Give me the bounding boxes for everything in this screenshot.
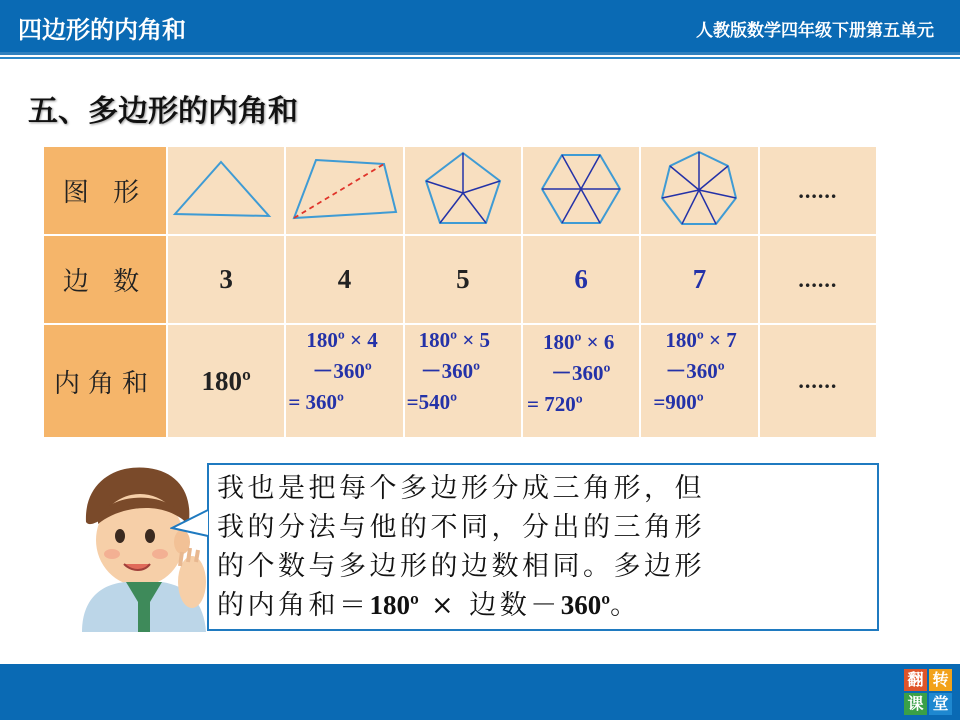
- formula-pentagon: [404, 324, 522, 438]
- formula-quadrilateral: [285, 324, 403, 438]
- formula-line-3: = 360º: [288, 390, 344, 414]
- sides-5: 5: [404, 235, 522, 324]
- formula-hexagon: [522, 324, 640, 438]
- quadrilateral-figure: [286, 154, 402, 224]
- sides-6: 6: [522, 235, 640, 324]
- student-illustration: [76, 462, 208, 632]
- sides-3: 3: [167, 235, 285, 324]
- angle-more-dots: ......: [759, 324, 877, 438]
- triangle-figure: [171, 154, 281, 224]
- speech-360: 360º: [560, 590, 611, 620]
- shape-hexagon: [522, 146, 640, 235]
- formula-line-1: 180º × 4: [306, 328, 378, 352]
- speech-bubble: [207, 463, 879, 631]
- hexagon-figure: [538, 149, 624, 229]
- table-row-sides: [43, 235, 877, 324]
- table-row-shapes: [43, 146, 877, 235]
- heptagon-figure: [656, 148, 742, 230]
- speech-180: 180º: [369, 590, 419, 620]
- sides-more-dots: ......: [759, 235, 877, 324]
- table-row-angle-sum: [43, 324, 877, 438]
- row-label-sides: 边 数: [43, 235, 167, 324]
- header-divider-thin: [0, 57, 960, 59]
- logo-char-4: 堂: [929, 693, 952, 715]
- shape-triangle: [167, 146, 285, 235]
- polygon-table: [42, 145, 878, 439]
- speech-pointer: [170, 506, 210, 540]
- sides-7: 7: [640, 235, 758, 324]
- logo-char-2: 转: [929, 669, 952, 691]
- formula-line-2: －360º: [312, 359, 372, 383]
- footer-bar: [0, 664, 960, 720]
- speech-text: 。: [610, 590, 641, 621]
- shape-more-dots: ......: [759, 146, 877, 235]
- shape-quadrilateral: [285, 146, 403, 235]
- pentagon-figure: [420, 149, 506, 229]
- row-label-angle-sum: 内角和: [43, 324, 167, 438]
- header-divider: [0, 52, 960, 55]
- formula-line-1: 180º × 7: [665, 328, 737, 352]
- shape-heptagon: [640, 146, 758, 235]
- header-subtitle: 人教版数学四年级下册第五单元: [696, 21, 934, 41]
- formula-line-1: 180º × 5: [418, 328, 491, 352]
- angle-sum-triangle: 180º: [167, 324, 285, 438]
- formula-line-2: －360º: [420, 359, 481, 383]
- formula-line-3: =540º: [406, 390, 458, 414]
- speech-line-3: 的个数与多边形的边数相同。多边形: [217, 551, 705, 582]
- formula-line-2: －360º: [665, 359, 725, 383]
- formula-line-2: －360º: [550, 361, 611, 385]
- speech-line-2: 我的分法与他的不同，分出的三角形: [217, 512, 705, 543]
- row-label-shape: 图 形: [43, 146, 167, 235]
- logo-char-3: 课: [904, 693, 927, 715]
- speech-text: 的内角和＝: [217, 590, 370, 621]
- sides-4: 4: [285, 235, 403, 324]
- formula-line-1: 180º × 6: [542, 330, 615, 354]
- header-title: 四边形的内角和: [18, 16, 186, 44]
- speech-line-1: 我也是把每个多边形分成三角形，但: [217, 473, 705, 504]
- formula-line-3: = 720º: [526, 392, 583, 416]
- shape-pentagon: [404, 146, 522, 235]
- speech-text: × 边数－: [418, 590, 561, 621]
- logo-char-1: 翻: [904, 669, 927, 691]
- formula-heptagon: [640, 324, 758, 438]
- flipped-classroom-logo: [903, 668, 953, 716]
- speech-line-4: [217, 586, 877, 625]
- section-title: 五、多边形的内角和: [28, 94, 298, 129]
- formula-line-3: =900º: [653, 390, 704, 414]
